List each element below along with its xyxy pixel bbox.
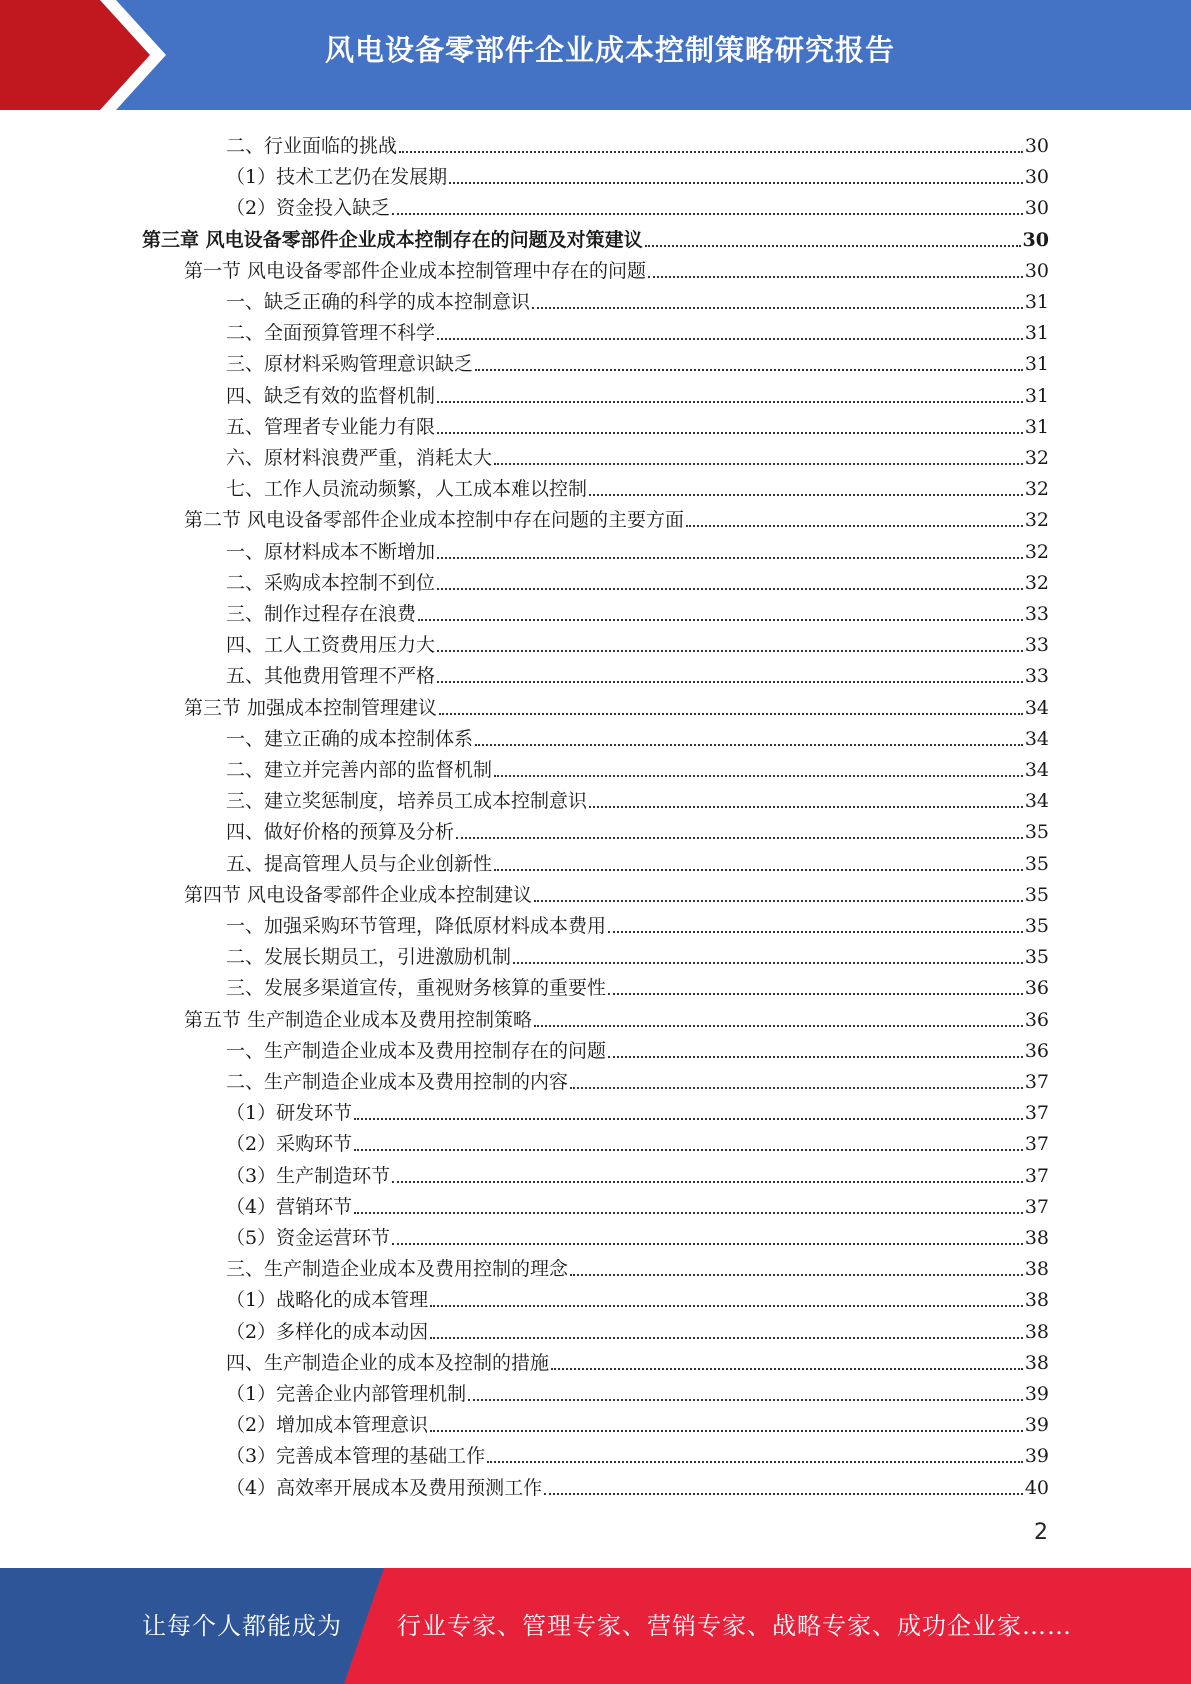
- toc-entry-page: 33: [1024, 603, 1049, 625]
- toc-leader-dots: [570, 1087, 1023, 1089]
- toc-entry-label: 二、建立并完善内部的监督机制: [226, 759, 493, 781]
- toc-entry-page: 39: [1024, 1445, 1049, 1468]
- toc-entry-label: 一、原材料成本不断增加: [226, 540, 436, 563]
- toc-entry[interactable]: [226, 314, 1049, 345]
- toc-entry-page: 31: [1024, 291, 1049, 313]
- toc-entry-page: 35: [1024, 946, 1049, 969]
- toc-entry-label: 六、原材料浪费严重，消耗太大: [226, 447, 493, 469]
- toc-leader-dots: [468, 1399, 1023, 1401]
- toc-entry[interactable]: [226, 657, 1049, 688]
- toc-leader-dots: [608, 993, 1023, 995]
- toc-leader-dots: [686, 525, 1023, 527]
- toc-entry-label: （2）采购环节: [226, 1133, 353, 1156]
- toc-entry[interactable]: [226, 1313, 1049, 1344]
- toc-entry-label: 三、原材料采购管理意识缺乏: [226, 353, 474, 376]
- toc-entry-label: 二、行业面临的挑战: [226, 135, 398, 157]
- toc-entry-label: 第一节 风电设备零部件企业成本控制管理中存在的问题: [184, 259, 647, 282]
- toc-entry[interactable]: [226, 813, 1049, 844]
- toc-entry[interactable]: [226, 470, 1049, 501]
- toc-entry-page: 30: [1024, 166, 1049, 189]
- toc-leader-dots: [589, 494, 1023, 496]
- toc-entry[interactable]: [226, 1344, 1049, 1375]
- toc-leader-dots: [437, 401, 1023, 403]
- toc-entry[interactable]: [226, 969, 1049, 1000]
- toc-entry[interactable]: [226, 1032, 1049, 1063]
- toc-leader-dots: [354, 1118, 1023, 1120]
- toc-entry-label: 第三节 加强成本控制管理建议: [184, 696, 438, 719]
- toc-leader-dots: [354, 1149, 1023, 1151]
- toc-leader-dots: [437, 681, 1023, 683]
- toc-leader-dots: [551, 1368, 1023, 1370]
- toc-entry-label: 第三章 风电设备零部件企业成本控制存在的问题及对策建议: [142, 228, 643, 251]
- toc-entry-page: 34: [1024, 790, 1049, 813]
- toc-leader-dots: [494, 463, 1023, 465]
- toc-entry-label: 七、工作人员流动频繁，人工成本难以控制: [226, 478, 588, 501]
- toc-leader-dots: [570, 1274, 1023, 1276]
- toc-leader-dots: [399, 151, 1023, 153]
- toc-entry-label: （2）多样化的成本动因: [226, 1320, 429, 1343]
- toc-entry[interactable]: [226, 408, 1049, 439]
- toc-entry[interactable]: [226, 782, 1049, 813]
- toc-entry-page: 33: [1024, 665, 1049, 688]
- toc-leader-dots: [494, 869, 1023, 871]
- toc-entry[interactable]: [184, 1001, 1049, 1032]
- toc-entry[interactable]: [226, 720, 1049, 751]
- toc-entry-page: 37: [1024, 1164, 1049, 1187]
- toc-entry-page: 36: [1024, 977, 1049, 1000]
- toc-leader-dots: [494, 775, 1023, 777]
- toc-entry-page: 35: [1024, 883, 1049, 906]
- toc-leader-dots: [437, 338, 1023, 340]
- toc-leader-dots: [475, 369, 1023, 371]
- toc-entry-page: 38: [1024, 1258, 1049, 1281]
- toc-entry-label: （2）增加成本管理意识: [226, 1414, 429, 1437]
- toc-entry-label: （1）研发环节: [226, 1102, 353, 1125]
- toc-entry-page: 36: [1024, 1039, 1049, 1062]
- toc-leader-dots: [544, 1493, 1023, 1495]
- toc-entry-page: 30: [1024, 197, 1049, 220]
- toc-leader-dots: [439, 713, 1023, 715]
- toc-leader-dots: [589, 806, 1023, 808]
- toc-entry[interactable]: [226, 158, 1049, 189]
- toc-entry-page: 32: [1024, 571, 1049, 594]
- toc-entry-page: 37: [1024, 1195, 1049, 1218]
- toc-entry[interactable]: [226, 1406, 1049, 1437]
- toc-entry[interactable]: [226, 189, 1049, 220]
- toc-entry-page: 38: [1024, 1227, 1049, 1249]
- toc-entry[interactable]: [226, 439, 1049, 470]
- toc-entry-label: （1）技术工艺仍在发展期: [226, 166, 448, 189]
- toc-entry-page: 30: [1022, 228, 1049, 251]
- toc-entry-label: 二、全面预算管理不科学: [226, 322, 436, 345]
- toc-entry[interactable]: [226, 345, 1049, 376]
- toc-leader-dots: [487, 1461, 1023, 1463]
- toc-entry[interactable]: [226, 938, 1049, 969]
- toc-entry[interactable]: [184, 501, 1049, 532]
- toc-entry[interactable]: [226, 907, 1049, 938]
- toc-entry-page: 33: [1024, 634, 1049, 657]
- toc-entry-label: 一、加强采购环节管理，降低原材料成本费用: [226, 915, 607, 937]
- toc-leader-dots: [430, 1337, 1023, 1339]
- toc-leader-dots: [430, 1305, 1023, 1307]
- toc-leader-dots: [392, 213, 1023, 215]
- toc-entry[interactable]: [226, 1437, 1049, 1468]
- toc-leader-dots: [449, 182, 1023, 184]
- toc-leader-dots: [475, 744, 1023, 746]
- toc-entry-page: 30: [1024, 135, 1049, 157]
- toc-leader-dots: [513, 962, 1023, 964]
- toc-entry[interactable]: [184, 876, 1049, 907]
- toc-entry-page: 32: [1024, 540, 1049, 563]
- toc-entry-label: 三、制作过程存在浪费: [226, 603, 417, 625]
- footer-slogan-left: 让每个人都能成为: [142, 1612, 342, 1640]
- toc-leader-dots: [456, 837, 1023, 839]
- toc-entry-label: 三、发展多渠道宣传，重视财务核算的重要性: [226, 977, 607, 1000]
- toc-entry-page: 32: [1024, 447, 1049, 469]
- toc-entry[interactable]: [226, 564, 1049, 595]
- toc-entry-label: 一、建立正确的成本控制体系: [226, 727, 474, 750]
- toc-entry-page: 35: [1024, 821, 1049, 844]
- toc-entry[interactable]: [226, 595, 1049, 626]
- page-footer: [0, 1568, 1191, 1684]
- toc-entry-label: 四、工人工资费用压力大: [226, 634, 436, 657]
- toc-entry[interactable]: [226, 533, 1049, 564]
- toc-entry[interactable]: [226, 751, 1049, 782]
- toc-entry-label: 二、采购成本控制不到位: [226, 571, 436, 594]
- toc-entry-label: （5）资金运营环节: [226, 1227, 391, 1249]
- toc-entry[interactable]: [226, 1125, 1049, 1156]
- toc-entry-page: 38: [1024, 1289, 1049, 1312]
- toc-entry-label: 第五节 生产制造企业成本及费用控制策略: [184, 1008, 533, 1031]
- toc-entry-page: 31: [1024, 384, 1049, 407]
- toc-entry-page: 37: [1024, 1133, 1049, 1156]
- toc-entry-page: 31: [1024, 353, 1049, 376]
- toc-entry-label: 四、生产制造企业的成本及控制的措施: [226, 1351, 550, 1374]
- toc-leader-dots: [648, 276, 1023, 278]
- toc-entry[interactable]: [226, 1469, 1049, 1500]
- toc-entry-page: 34: [1024, 759, 1049, 781]
- toc-entry-label: 五、管理者专业能力有限: [226, 415, 436, 438]
- toc-entry-page: 37: [1024, 1102, 1049, 1125]
- toc-entry-label: 第二节 风电设备零部件企业成本控制中存在问题的主要方面: [184, 509, 685, 532]
- toc-entry-label: （1）战略化的成本管理: [226, 1289, 429, 1312]
- toc-entry-label: （2）资金投入缺乏: [226, 197, 391, 220]
- toc-entry-page: 34: [1024, 727, 1049, 750]
- toc-entry-label: （4）高效率开展成本及费用预测工作: [226, 1476, 543, 1499]
- toc-entry-page: 34: [1024, 696, 1049, 719]
- toc-entry-label: （4）营销环节: [226, 1195, 353, 1218]
- toc-entry[interactable]: [226, 377, 1049, 408]
- toc-leader-dots: [430, 1430, 1023, 1432]
- toc-entry-label: 一、缺乏正确的科学的成本控制意识: [226, 291, 531, 313]
- toc-entry-page: 35: [1024, 852, 1049, 875]
- report-title: 风电设备零部件企业成本控制策略研究报告: [324, 33, 895, 67]
- toc-entry-label: 三、生产制造企业成本及费用控制的理念: [226, 1258, 569, 1281]
- toc-entry-page: 39: [1024, 1414, 1049, 1437]
- toc-entry-page: 31: [1024, 415, 1049, 438]
- toc-entry[interactable]: [226, 1281, 1049, 1312]
- page-number: 2: [1034, 1520, 1048, 1545]
- toc-entry[interactable]: [142, 221, 1049, 252]
- toc-leader-dots: [645, 245, 1021, 247]
- page-header: [0, 0, 1191, 110]
- toc-entry-page: 36: [1024, 1008, 1049, 1031]
- toc-entry[interactable]: [226, 1219, 1049, 1250]
- toc-entry[interactable]: [184, 689, 1049, 720]
- toc-entry[interactable]: [226, 1157, 1049, 1188]
- toc-leader-dots: [608, 931, 1023, 933]
- toc-entry-page: 39: [1024, 1383, 1049, 1405]
- footer-slogan-right: 行业专家、管理专家、营销专家、战略专家、成功企业家……: [397, 1612, 1072, 1640]
- toc-entry[interactable]: [226, 1063, 1049, 1094]
- toc-leader-dots: [437, 588, 1023, 590]
- toc-entry[interactable]: [226, 1375, 1049, 1406]
- toc-leader-dots: [532, 307, 1023, 309]
- toc-entry-label: 二、发展长期员工，引进激励机制: [226, 946, 512, 969]
- toc-entry-page: 30: [1024, 259, 1049, 282]
- toc-entry[interactable]: [226, 845, 1049, 876]
- toc-entry-page: 32: [1024, 509, 1049, 532]
- toc-entry-label: （3）完善成本管理的基础工作: [226, 1445, 486, 1468]
- toc-entry-page: 37: [1024, 1071, 1049, 1093]
- toc-entry[interactable]: [226, 283, 1049, 314]
- toc-leader-dots: [534, 1025, 1023, 1027]
- toc-entry-label: 二、生产制造企业成本及费用控制的内容: [226, 1071, 569, 1093]
- toc-entry-label: 第四节 风电设备零部件企业成本控制建议: [184, 883, 533, 906]
- toc-entry-page: 32: [1024, 478, 1049, 501]
- toc-entry-page: 31: [1024, 322, 1049, 345]
- toc-entry[interactable]: [184, 252, 1049, 283]
- toc-leader-dots: [354, 1212, 1023, 1214]
- toc-entry[interactable]: [226, 626, 1049, 657]
- toc-leader-dots: [392, 1243, 1023, 1245]
- toc-leader-dots: [608, 1056, 1023, 1058]
- toc-entry-page: 35: [1024, 915, 1049, 937]
- toc-entry-label: 五、提高管理人员与企业创新性: [226, 852, 493, 875]
- toc-entry-label: 四、做好价格的预算及分析: [226, 821, 455, 844]
- toc-entry[interactable]: [226, 1094, 1049, 1125]
- toc-leader-dots: [437, 557, 1023, 559]
- toc-entry[interactable]: [226, 1188, 1049, 1219]
- toc-entry-label: （3）生产制造环节: [226, 1164, 391, 1187]
- toc-leader-dots: [392, 1181, 1023, 1183]
- toc-entry-page: 38: [1024, 1351, 1049, 1374]
- toc-entry-label: 四、缺乏有效的监督机制: [226, 384, 436, 407]
- toc-leader-dots: [437, 432, 1023, 434]
- toc-entry-page: 38: [1024, 1320, 1049, 1343]
- toc-entry[interactable]: [226, 1250, 1049, 1281]
- toc-leader-dots: [418, 619, 1023, 621]
- toc-entry-label: 三、建立奖惩制度，培养员工成本控制意识: [226, 790, 588, 813]
- toc-entry-label: 五、其他费用管理不严格: [226, 665, 436, 688]
- toc-entry-label: 一、生产制造企业成本及费用控制存在的问题: [226, 1039, 607, 1062]
- toc-entry-label: （1）完善企业内部管理机制: [226, 1383, 467, 1405]
- toc-entry-page: 40: [1024, 1476, 1049, 1499]
- toc-leader-dots: [534, 900, 1023, 902]
- toc-leader-dots: [437, 650, 1023, 652]
- toc-entry[interactable]: [226, 127, 1049, 158]
